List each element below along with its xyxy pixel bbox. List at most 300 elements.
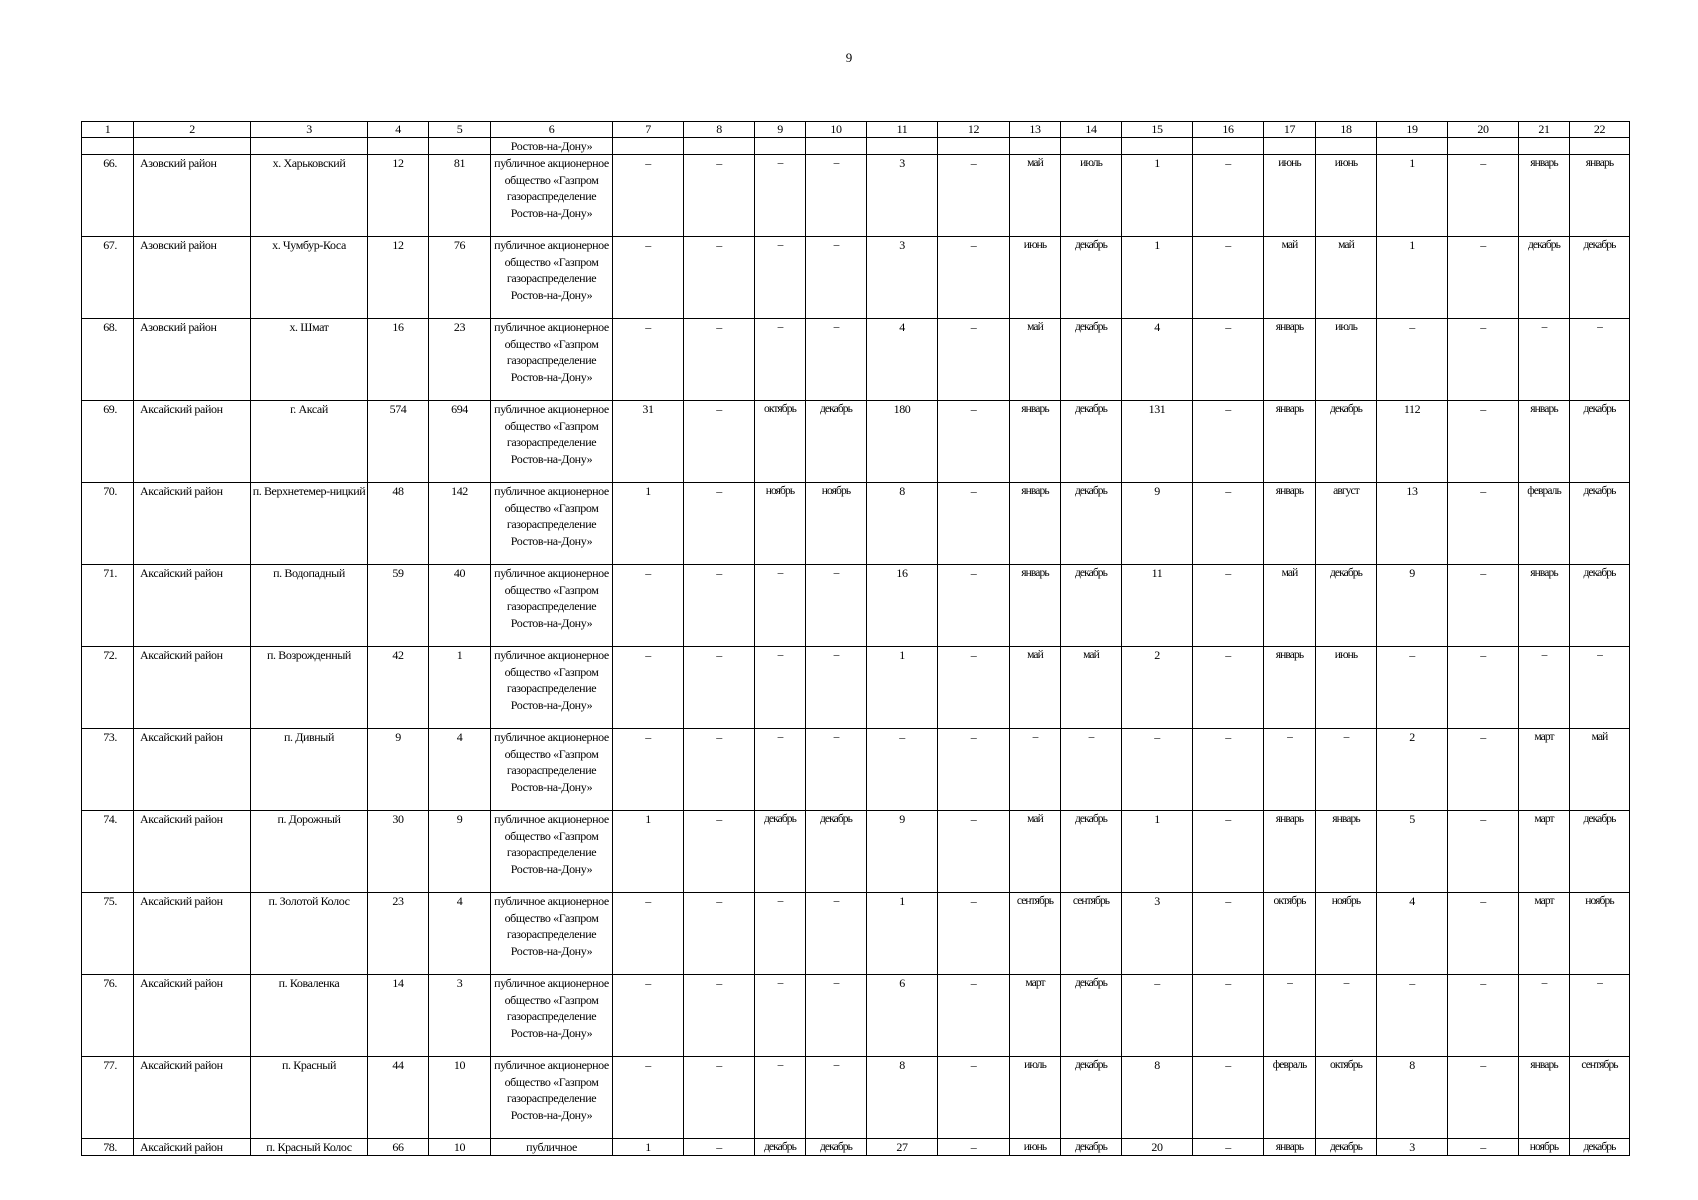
table-row-col-2: Аксайский район <box>134 1057 251 1139</box>
table-row-col-13: май <box>1010 155 1061 237</box>
table-row-col-8: – <box>684 647 755 729</box>
table-row-col-6: публичное акционерное общество «Газпром газораспределение Ростов-на-Дону» <box>491 565 613 647</box>
table-row-col-10: – <box>806 729 867 811</box>
continuation-empty-cell <box>134 138 251 155</box>
page-number: 9 <box>845 50 853 65</box>
table-row-partial-col-10: декабрь <box>806 1139 867 1156</box>
table-row-col-8: – <box>684 401 755 483</box>
table-row-col-20: – <box>1448 647 1519 729</box>
table-row-col-21: январь <box>1519 1057 1570 1139</box>
table-row-col-22: ноябрь <box>1570 893 1630 975</box>
table-row-col-1: 73. <box>82 729 134 811</box>
continuation-empty-cell <box>1061 138 1122 155</box>
table-row-partial-col-2: Аксайский район <box>134 1139 251 1156</box>
table-row-col-8: – <box>684 565 755 647</box>
table-row-col-1: 69. <box>82 401 134 483</box>
table-row-col-22: декабрь <box>1570 565 1630 647</box>
table-row-col-21: март <box>1519 811 1570 893</box>
table-row-col-1: 76. <box>82 975 134 1057</box>
table-row-col-14: декабрь <box>1061 1057 1122 1139</box>
table-row-col-16: – <box>1193 237 1264 319</box>
column-number-22: 22 <box>1570 122 1630 138</box>
table-row-col-6: публичное акционерное общество «Газпром газораспределение Ростов-на-Дону» <box>491 319 613 401</box>
table-row-col-16: – <box>1193 1057 1264 1139</box>
continuation-empty-cell <box>1264 138 1316 155</box>
table-row-col-3: п. Дивный <box>251 729 368 811</box>
table-row-col-19: – <box>1377 319 1448 401</box>
table-row-col-21: – <box>1519 319 1570 401</box>
table-row-col-21: январь <box>1519 565 1570 647</box>
table-row-col-5: 81 <box>429 155 491 237</box>
table-row-col-6: публичное акционерное общество «Газпром газораспределение Ростов-на-Дону» <box>491 155 613 237</box>
table-row-col-19: 2 <box>1377 729 1448 811</box>
table-row-col-16: – <box>1193 647 1264 729</box>
column-number-3: 3 <box>251 122 368 138</box>
table-row-partial-col-18: декабрь <box>1316 1139 1377 1156</box>
table-row-col-19: 5 <box>1377 811 1448 893</box>
column-number-20: 20 <box>1448 122 1519 138</box>
continuation-empty-cell <box>1122 138 1193 155</box>
table-row-col-10: – <box>806 155 867 237</box>
table-row-col-8: – <box>684 237 755 319</box>
table-row-col-5: 142 <box>429 483 491 565</box>
table-row-col-17: – <box>1264 729 1316 811</box>
continuation-empty-cell <box>1010 138 1061 155</box>
continuation-empty-cell <box>806 138 867 155</box>
table-row <box>82 975 1630 1057</box>
continuation-empty-cell <box>938 138 1010 155</box>
table-row-col-19: 1 <box>1377 155 1448 237</box>
table-row-col-14: декабрь <box>1061 483 1122 565</box>
table-row-col-9: – <box>755 975 806 1057</box>
table-row-col-17: май <box>1264 565 1316 647</box>
continuation-empty-cell <box>251 138 368 155</box>
table-row-col-5: 4 <box>429 893 491 975</box>
table-row-col-9: – <box>755 319 806 401</box>
table-row-col-5: 1 <box>429 647 491 729</box>
table-row-col-15: 3 <box>1122 893 1193 975</box>
table-row-col-11: – <box>867 729 938 811</box>
table-row-partial-col-9: декабрь <box>755 1139 806 1156</box>
table-row-col-6: публичное акционерное общество «Газпром газораспределение Ростов-на-Дону» <box>491 729 613 811</box>
table-row-col-13: май <box>1010 647 1061 729</box>
table-row-col-17: январь <box>1264 811 1316 893</box>
table-row-col-22: декабрь <box>1570 237 1630 319</box>
table-row-col-4: 16 <box>368 319 429 401</box>
column-number-1: 1 <box>82 122 134 138</box>
table-row-col-4: 42 <box>368 647 429 729</box>
table-row-col-2: Аксайский район <box>134 565 251 647</box>
table-row-col-20: – <box>1448 483 1519 565</box>
table-row-col-11: 180 <box>867 401 938 483</box>
table-row-col-5: 76 <box>429 237 491 319</box>
table-row-col-16: – <box>1193 729 1264 811</box>
table-row-col-6: публичное акционерное общество «Газпром газораспределение Ростов-на-Дону» <box>491 1057 613 1139</box>
table-row-col-4: 12 <box>368 155 429 237</box>
table-row-col-8: – <box>684 1057 755 1139</box>
continuation-empty-cell <box>1448 138 1519 155</box>
gasification-schedule-table <box>81 121 1630 1156</box>
table-body <box>82 122 1630 1156</box>
table-row-col-8: – <box>684 811 755 893</box>
table-row-col-1: 72. <box>82 647 134 729</box>
column-number-15: 15 <box>1122 122 1193 138</box>
table-row-col-17: январь <box>1264 483 1316 565</box>
table-row-col-10: ноябрь <box>806 483 867 565</box>
table-row-col-15: 2 <box>1122 647 1193 729</box>
column-number-11: 11 <box>867 122 938 138</box>
table-row-col-16: – <box>1193 401 1264 483</box>
table-row-col-7: – <box>613 1057 684 1139</box>
table-row-col-7: – <box>613 893 684 975</box>
table-row-col-13: июль <box>1010 1057 1061 1139</box>
table-row-partial-col-22: декабрь <box>1570 1139 1630 1156</box>
table-row-col-21: декабрь <box>1519 237 1570 319</box>
table-row-col-13: май <box>1010 811 1061 893</box>
table-row-col-11: 8 <box>867 483 938 565</box>
table-row-col-6: публичное акционерное общество «Газпром газораспределение Ростов-на-Дону» <box>491 483 613 565</box>
table-row-col-3: п. Дорожный <box>251 811 368 893</box>
table-row-partial-col-1: 78. <box>82 1139 134 1156</box>
table-row-col-17: июнь <box>1264 155 1316 237</box>
table-row-col-7: 1 <box>613 811 684 893</box>
table-row-col-14: декабрь <box>1061 975 1122 1057</box>
table-row-col-5: 9 <box>429 811 491 893</box>
table-row-col-9: – <box>755 729 806 811</box>
table-row-partial-col-4: 66 <box>368 1139 429 1156</box>
table-row-col-17: октябрь <box>1264 893 1316 975</box>
table-row-col-3: п. Золотой Колос <box>251 893 368 975</box>
table-row-col-22: декабрь <box>1570 483 1630 565</box>
table-row-col-12: – <box>938 975 1010 1057</box>
table-row-col-21: февраль <box>1519 483 1570 565</box>
table-row-col-6: публичное акционерное общество «Газпром газораспределение Ростов-на-Дону» <box>491 647 613 729</box>
table-row-col-16: – <box>1193 319 1264 401</box>
table-row-col-2: Аксайский район <box>134 483 251 565</box>
table-row-col-17: январь <box>1264 647 1316 729</box>
table-row-col-19: – <box>1377 647 1448 729</box>
table-row-col-18: – <box>1316 975 1377 1057</box>
table-row-col-15: 11 <box>1122 565 1193 647</box>
table-row-partial-col-16: – <box>1193 1139 1264 1156</box>
table-row-col-18: декабрь <box>1316 401 1377 483</box>
column-number-7: 7 <box>613 122 684 138</box>
table-row-col-2: Аксайский район <box>134 647 251 729</box>
table-row-col-4: 23 <box>368 893 429 975</box>
table-row <box>82 319 1630 401</box>
table-row-col-11: 3 <box>867 237 938 319</box>
table-row-col-22: декабрь <box>1570 811 1630 893</box>
table-row-col-5: 4 <box>429 729 491 811</box>
table-row-col-6: публичное акционерное общество «Газпром газораспределение Ростов-на-Дону» <box>491 237 613 319</box>
column-number-9: 9 <box>755 122 806 138</box>
table-row-col-9: – <box>755 893 806 975</box>
table-row-col-22: – <box>1570 975 1630 1057</box>
table-row-col-10: – <box>806 647 867 729</box>
table-row-col-16: – <box>1193 483 1264 565</box>
table-row-col-4: 14 <box>368 975 429 1057</box>
table-row-col-6: публичное акционерное общество «Газпром газораспределение Ростов-на-Дону» <box>491 811 613 893</box>
continuation-empty-cell <box>1193 138 1264 155</box>
table-row-col-1: 68. <box>82 319 134 401</box>
table-row-col-19: 112 <box>1377 401 1448 483</box>
table-row-col-14: декабрь <box>1061 237 1122 319</box>
table-row-col-5: 694 <box>429 401 491 483</box>
table-row-col-16: – <box>1193 155 1264 237</box>
table-row-col-18: ноябрь <box>1316 893 1377 975</box>
table-row-col-18: июнь <box>1316 647 1377 729</box>
table-row-col-15: 131 <box>1122 401 1193 483</box>
table-row-col-13: май <box>1010 319 1061 401</box>
table-row-col-7: – <box>613 565 684 647</box>
column-number-16: 16 <box>1193 122 1264 138</box>
table-row-col-22: декабрь <box>1570 401 1630 483</box>
continuation-empty-cell <box>1377 138 1448 155</box>
table-row-col-15: 4 <box>1122 319 1193 401</box>
table-row-col-11: 1 <box>867 893 938 975</box>
table-row <box>82 237 1630 319</box>
table-row-col-18: – <box>1316 729 1377 811</box>
table-row <box>82 155 1630 237</box>
table-row-col-14: декабрь <box>1061 401 1122 483</box>
table-row-col-22: – <box>1570 647 1630 729</box>
table-row-col-2: Азовский район <box>134 237 251 319</box>
table-row-col-20: – <box>1448 1057 1519 1139</box>
table-row-partial-col-14: декабрь <box>1061 1139 1122 1156</box>
table-row <box>82 729 1630 811</box>
column-number-6: 6 <box>491 122 613 138</box>
table-row-col-1: 66. <box>82 155 134 237</box>
table-row-partial-col-5: 10 <box>429 1139 491 1156</box>
table-row-col-12: – <box>938 483 1010 565</box>
column-number-12: 12 <box>938 122 1010 138</box>
table-row-col-7: 1 <box>613 483 684 565</box>
table-row-col-9: ноябрь <box>755 483 806 565</box>
table-row <box>82 647 1630 729</box>
table-row-col-7: – <box>613 729 684 811</box>
table-row-col-6: публичное акционерное общество «Газпром газораспределение Ростов-на-Дону» <box>491 401 613 483</box>
table-row-col-8: – <box>684 975 755 1057</box>
table-row-col-21: январь <box>1519 401 1570 483</box>
table-row-col-10: декабрь <box>806 811 867 893</box>
table-row-col-20: – <box>1448 811 1519 893</box>
table-row-col-7: 31 <box>613 401 684 483</box>
table-row-col-9: декабрь <box>755 811 806 893</box>
table-row <box>82 565 1630 647</box>
table-row-col-7: – <box>613 155 684 237</box>
table-row-col-2: Аксайский район <box>134 729 251 811</box>
table-row-col-4: 30 <box>368 811 429 893</box>
continuation-empty-cell <box>867 138 938 155</box>
table-row-col-18: декабрь <box>1316 565 1377 647</box>
table-row-col-3: п. Возрожденный <box>251 647 368 729</box>
table-row-col-1: 74. <box>82 811 134 893</box>
table-row-col-14: декабрь <box>1061 811 1122 893</box>
table-row-col-2: Аксайский район <box>134 401 251 483</box>
table-row-col-18: январь <box>1316 811 1377 893</box>
table-row-col-15: 1 <box>1122 237 1193 319</box>
table-row-col-6: публичное акционерное общество «Газпром газораспределение Ростов-на-Дону» <box>491 893 613 975</box>
table-row-col-14: июль <box>1061 155 1122 237</box>
column-number-5: 5 <box>429 122 491 138</box>
table-row-col-1: 67. <box>82 237 134 319</box>
continuation-empty-cell <box>368 138 429 155</box>
table-row-col-3: х. Харьковский <box>251 155 368 237</box>
table-row <box>82 893 1630 975</box>
table-row-col-11: 8 <box>867 1057 938 1139</box>
table-row-col-10: – <box>806 1057 867 1139</box>
table-row-col-17: февраль <box>1264 1057 1316 1139</box>
table-row-col-18: июнь <box>1316 155 1377 237</box>
table-row <box>82 483 1630 565</box>
table-row-col-5: 3 <box>429 975 491 1057</box>
table-row-col-8: – <box>684 319 755 401</box>
table-row-col-3: п. Верхнетемер-ницкий <box>251 483 368 565</box>
table-row-col-3: х. Шмат <box>251 319 368 401</box>
table-row-col-10: – <box>806 565 867 647</box>
continuation-empty-cell <box>613 138 684 155</box>
table-row-col-16: – <box>1193 975 1264 1057</box>
table-row-col-20: – <box>1448 319 1519 401</box>
table-row-col-3: г. Аксай <box>251 401 368 483</box>
table-row-col-12: – <box>938 155 1010 237</box>
table-row-col-9: – <box>755 155 806 237</box>
table-row-col-14: май <box>1061 647 1122 729</box>
continuation-empty-cell <box>1570 138 1630 155</box>
table-row-col-4: 574 <box>368 401 429 483</box>
table-row-partial-col-8: – <box>684 1139 755 1156</box>
table-row-col-7: – <box>613 237 684 319</box>
column-number-14: 14 <box>1061 122 1122 138</box>
table-row-col-4: 44 <box>368 1057 429 1139</box>
table-row-col-1: 70. <box>82 483 134 565</box>
table-row-col-7: – <box>613 975 684 1057</box>
table-row-col-5: 10 <box>429 1057 491 1139</box>
table-row-col-4: 12 <box>368 237 429 319</box>
table-row-col-13: сентябрь <box>1010 893 1061 975</box>
table-row-partial-col-15: 20 <box>1122 1139 1193 1156</box>
continuation-empty-cell <box>1316 138 1377 155</box>
table-row-col-8: – <box>684 729 755 811</box>
table-row-col-17: январь <box>1264 401 1316 483</box>
table-row-col-20: – <box>1448 155 1519 237</box>
table-row-col-11: 6 <box>867 975 938 1057</box>
table-row-col-9: – <box>755 565 806 647</box>
table-row-col-12: – <box>938 319 1010 401</box>
table-row-col-19: – <box>1377 975 1448 1057</box>
table-row-col-17: май <box>1264 237 1316 319</box>
column-number-8: 8 <box>684 122 755 138</box>
table-row-col-8: – <box>684 155 755 237</box>
table-row-col-15: – <box>1122 975 1193 1057</box>
table-row-col-20: – <box>1448 565 1519 647</box>
table-row-col-12: – <box>938 401 1010 483</box>
table-row-col-13: январь <box>1010 401 1061 483</box>
table-row-partial <box>82 1139 1630 1156</box>
table-row-col-3: п. Водопадный <box>251 565 368 647</box>
table-row-col-11: 4 <box>867 319 938 401</box>
table-row-col-8: – <box>684 483 755 565</box>
table-row-col-22: май <box>1570 729 1630 811</box>
column-number-17: 17 <box>1264 122 1316 138</box>
table-row-col-3: х. Чумбур-Коса <box>251 237 368 319</box>
table-row-col-20: – <box>1448 729 1519 811</box>
continuation-empty-cell <box>684 138 755 155</box>
table-row-col-2: Аксайский район <box>134 975 251 1057</box>
table-row-col-1: 75. <box>82 893 134 975</box>
table-row-partial-col-3: п. Красный Колос <box>251 1139 368 1156</box>
table-row-partial-col-7: 1 <box>613 1139 684 1156</box>
table-row-col-14: декабрь <box>1061 565 1122 647</box>
table-row-col-9: – <box>755 237 806 319</box>
table-row-col-1: 71. <box>82 565 134 647</box>
table-row-col-9: – <box>755 647 806 729</box>
table-row-col-12: – <box>938 237 1010 319</box>
column-number-10: 10 <box>806 122 867 138</box>
table-row-col-5: 23 <box>429 319 491 401</box>
table-row-col-19: 9 <box>1377 565 1448 647</box>
table-row-col-16: – <box>1193 565 1264 647</box>
table-row-col-13: – <box>1010 729 1061 811</box>
table-row-col-10: декабрь <box>806 401 867 483</box>
table-row-col-22: сентябрь <box>1570 1057 1630 1139</box>
table-row-col-21: – <box>1519 975 1570 1057</box>
table-row-col-8: – <box>684 893 755 975</box>
table-row-col-2: Аксайский район <box>134 893 251 975</box>
table-row-col-22: – <box>1570 319 1630 401</box>
table-row-col-16: – <box>1193 811 1264 893</box>
table-row-col-14: – <box>1061 729 1122 811</box>
column-number-4: 4 <box>368 122 429 138</box>
table-row-col-20: – <box>1448 893 1519 975</box>
table-row-col-10: – <box>806 975 867 1057</box>
table-row-col-15: 8 <box>1122 1057 1193 1139</box>
table-row-col-11: 3 <box>867 155 938 237</box>
table-row-col-7: – <box>613 319 684 401</box>
table-row <box>82 811 1630 893</box>
table-row-col-19: 1 <box>1377 237 1448 319</box>
table-row-col-2: Азовский район <box>134 155 251 237</box>
table-row-col-10: – <box>806 319 867 401</box>
table-row-partial-col-21: ноябрь <box>1519 1139 1570 1156</box>
table-row-col-21: март <box>1519 729 1570 811</box>
table-row-col-10: – <box>806 893 867 975</box>
table-row-partial-col-12: – <box>938 1139 1010 1156</box>
column-number-13: 13 <box>1010 122 1061 138</box>
continuation-empty-cell <box>429 138 491 155</box>
table-row-partial-col-17: январь <box>1264 1139 1316 1156</box>
table-row-col-20: – <box>1448 401 1519 483</box>
table-row-col-10: – <box>806 237 867 319</box>
table-row-col-3: п. Красный <box>251 1057 368 1139</box>
table-row-col-3: п. Коваленка <box>251 975 368 1057</box>
column-number-row <box>82 122 1630 138</box>
table-row-col-12: – <box>938 893 1010 975</box>
table-row-col-5: 40 <box>429 565 491 647</box>
table-row-col-12: – <box>938 1057 1010 1139</box>
table-row-col-4: 59 <box>368 565 429 647</box>
table-row-col-2: Аксайский район <box>134 811 251 893</box>
table-row-col-9: – <box>755 1057 806 1139</box>
table-row-partial-col-6: публичное <box>491 1139 613 1156</box>
continuation-empty-cell <box>1519 138 1570 155</box>
continuation-empty-cell <box>755 138 806 155</box>
table-row-col-18: август <box>1316 483 1377 565</box>
table-row <box>82 1057 1630 1139</box>
table-row-col-21: январь <box>1519 155 1570 237</box>
table-row-col-2: Азовский район <box>134 319 251 401</box>
table-row-col-19: 8 <box>1377 1057 1448 1139</box>
